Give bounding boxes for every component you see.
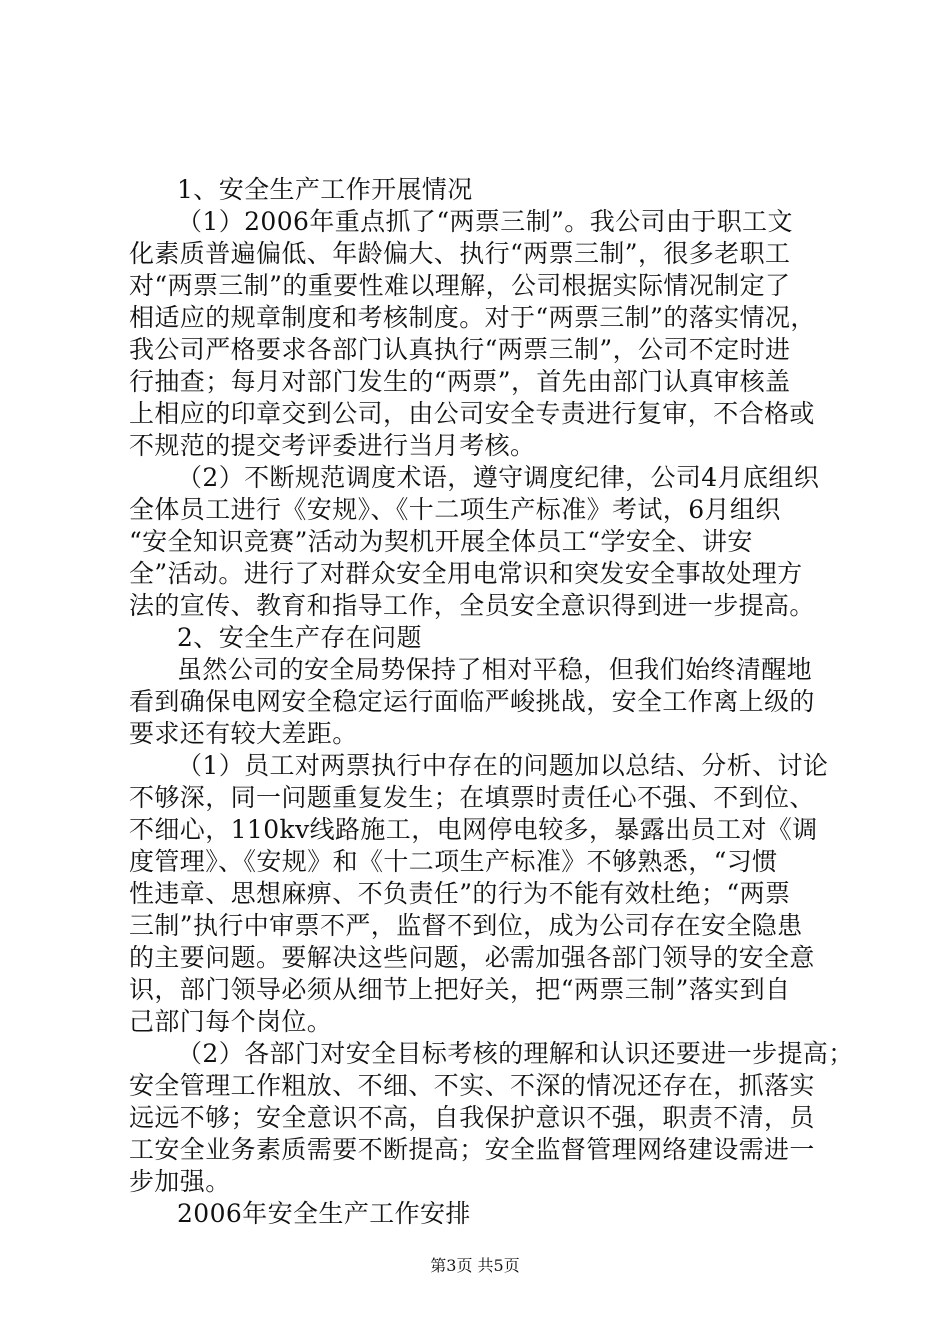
paragraph-line: 全体员工进行《安规》、《十二项生产标准》考试，6月组织 [129, 495, 781, 524]
paragraph-line: 不细心，110kv线路施工，电网停电较多，暴露出员工对《调 [129, 815, 818, 844]
paragraph-line: 安全管理工作粗放、不细、不实、不深的情况还存在，抓落实 [129, 1071, 815, 1100]
paragraph-line: 要求还有较大差距。 [129, 719, 358, 748]
section-heading-2: 2、安全生产存在问题 [177, 623, 422, 652]
paragraph-line: 法的宣传、教育和指导工作，全员安全意识得到进一步提高。 [129, 591, 815, 620]
paragraph-line: 步加强。 [129, 1167, 231, 1196]
paragraph-line: 看到确保电网安全稳定运行面临严峻挑战，安全工作离上级的 [129, 687, 815, 716]
paragraph-line: 不规范的提交考评委进行当月考核。 [129, 431, 536, 460]
paragraph-line: 化素质普遍偏低、年龄偏大、执行“两票三制”，很多老职工 [129, 239, 791, 268]
paragraph-line: 我公司严格要求各部门认真执行“两票三制”，公司不定时进 [129, 335, 791, 364]
paragraph-line: 虽然公司的安全局势保持了相对平稳，但我们始终清醒地 [177, 655, 813, 684]
section-heading-3: 2006年安全生产工作安排 [177, 1199, 471, 1228]
paragraph-line: （1）2006年重点抓了“两票三制”。我公司由于职工文 [177, 207, 793, 236]
paragraph-line: 性违章、思想麻痹、不负责任”的行为不能有效杜绝；“两票 [129, 879, 791, 908]
paragraph-line: （2）各部门对安全目标考核的理解和认识还要进一步提高； [177, 1039, 854, 1068]
paragraph-line: 不够深，同一问题重复发生；在填票时责任心不强、不到位、 [129, 783, 815, 812]
paragraph-line: 的主要问题。要解决这些问题，必需加强各部门领导的安全意 [129, 943, 815, 972]
paragraph-line: （2）不断规范调度术语，遵守调度纪律，公司4月底组织 [177, 463, 820, 492]
paragraph-line: “安全知识竞赛”活动为契机开展全体员工“学安全、讲安 [129, 527, 753, 556]
paragraph-line: 上相应的印章交到公司，由公司安全专责进行复审，不合格或 [129, 399, 815, 428]
paragraph-line: 度管理》、《安规》和《十二项生产标准》不够熟悉，“习惯 [129, 847, 778, 876]
paragraph-line: 对“两票三制”的重要性难以理解，公司根据实际情况制定了 [129, 271, 791, 300]
paragraph-line: 全”活动。进行了对群众安全用电常识和突发安全事故处理方 [129, 559, 803, 588]
paragraph-line: 工安全业务素质需要不断提高；安全监督管理网络建设需进一 [129, 1135, 815, 1164]
page-footer: 第3页 共5页 [430, 1256, 520, 1275]
paragraph-line: 相适应的规章制度和考核制度。对于“两票三制”的落实情况， [129, 303, 816, 332]
paragraph-line: （1）员工对两票执行中存在的问题加以总结、分析、讨论 [177, 751, 829, 780]
paragraph-line: 行抽查；每月对部门发生的“两票”，首先由部门认真审核盖 [129, 367, 791, 396]
paragraph-line: 远远不够；安全意识不高，自我保护意识不强，职责不清，员 [129, 1103, 815, 1132]
paragraph-line: 己部门每个岗位。 [129, 1007, 333, 1036]
section-heading-1: 1、安全生产工作开展情况 [177, 175, 473, 204]
paragraph-line: 识，部门领导必须从细节上把好关，把“两票三制”落实到自 [129, 975, 791, 1004]
paragraph-line: 三制”执行中审票不严，监督不到位，成为公司存在安全隐患 [129, 911, 803, 940]
